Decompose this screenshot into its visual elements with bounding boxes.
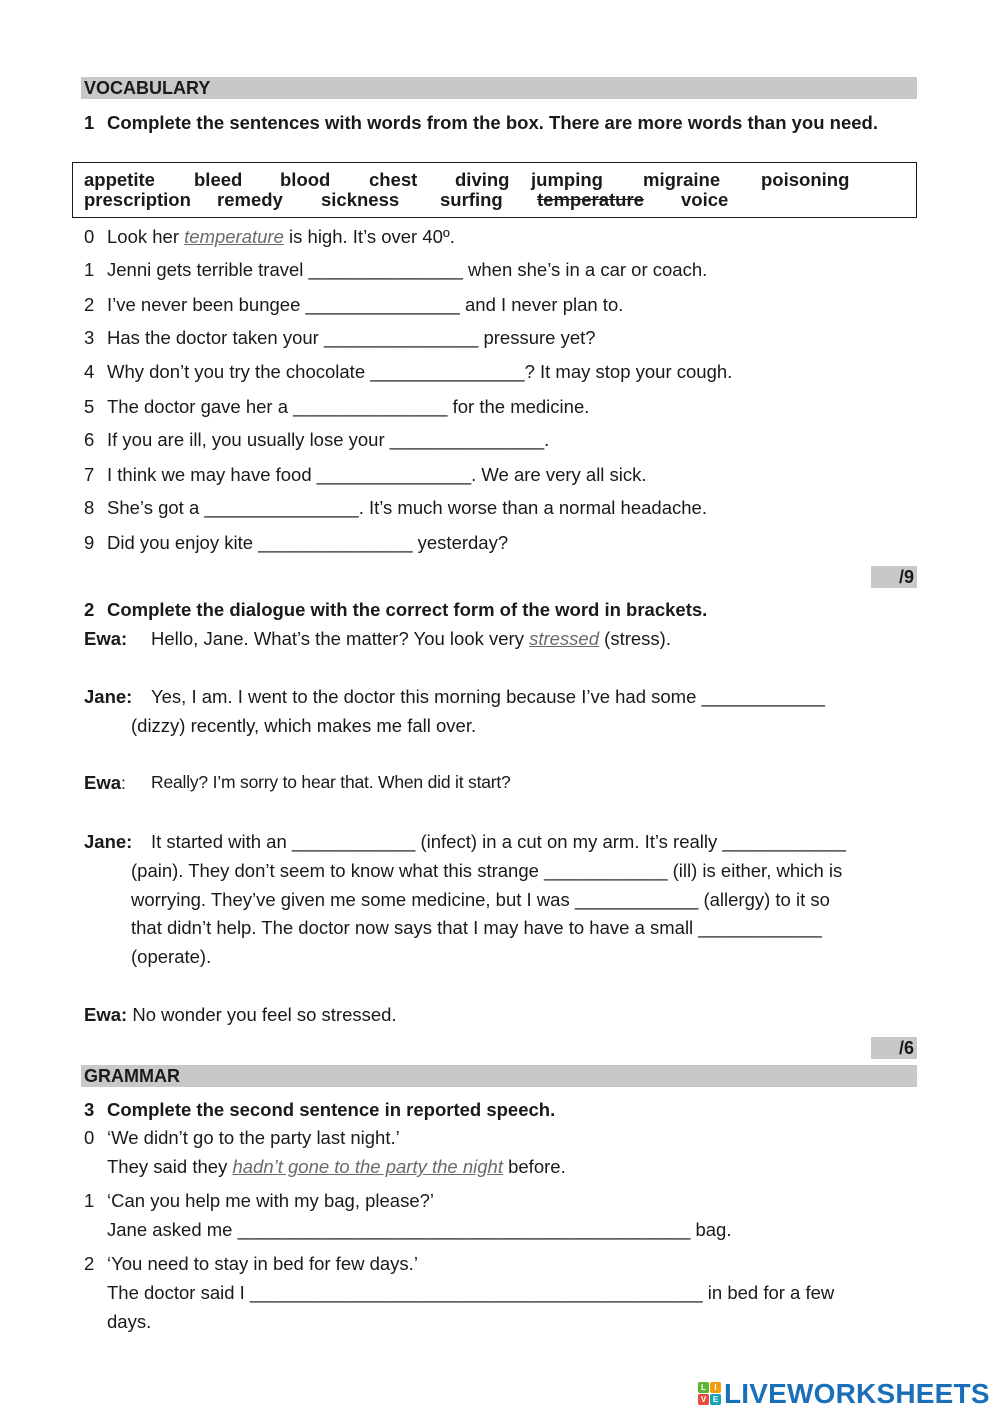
grammar-header-bar [81,1065,917,1087]
exercise-number: 1 [84,112,95,133]
dialogue-line-jane-2-cont[interactable]: that didn’t help. The doctor now says that I may have to have a small ____________ [131,917,822,938]
word-box-word: blood [280,169,331,190]
sentence-4[interactable] [84,361,732,383]
word-box-word: migraine [643,169,721,190]
item-number: 2 [84,1253,95,1274]
speaker-name: Ewa: [84,628,128,649]
sentence-number: 4 [84,361,95,382]
speaker-name: Jane: [84,686,133,707]
sentence-number: 3 [84,327,95,348]
sentence-text: is high. It’s over 40º. [283,226,455,247]
dialogue-text-part: Hello, Jane. What’s the matter? You look very [151,628,530,649]
sentence-number: 5 [84,396,95,417]
example-answer: hadn’t gone to the party the night [232,1156,503,1177]
word-box-word: remedy [217,189,283,210]
sentence-6[interactable] [84,429,549,451]
reported-item-1-answer[interactable]: Jane asked me ____________________________________________ bag. [107,1219,732,1240]
dialogue-line-jane-1-cont: (dizzy) recently, which makes me fall over. [131,715,477,736]
sentence-text: She’s got a _______________. It’s much worse than a normal headache. [107,497,707,518]
example-answer: temperature [184,226,284,247]
word-box-word: voice [681,189,729,210]
sentence-text: Look her [107,226,185,247]
logo-letter: E [710,1394,721,1405]
sentence-number: 8 [84,497,95,518]
word-box-word: prescription [84,189,191,210]
sentence-5[interactable] [84,396,589,418]
word-box-word: chest [369,169,418,190]
dialogue-line-ewa-1 [84,624,127,653]
reported-text: They said they [107,1156,233,1177]
logo-letter: L [698,1382,709,1393]
sentence-number: 1 [84,259,95,280]
reported-item-0-answer [107,1156,566,1178]
sentence-text: I think we may have food _______________. We are very all sick. [107,464,647,485]
word-box-word: jumping [531,169,603,190]
sentence-number: 6 [84,429,95,450]
dialogue-line-ewa-3 [84,1000,397,1029]
dialogue-text [151,624,671,653]
reported-item-0-quote [84,1127,400,1149]
reported-text: before. [502,1156,566,1177]
reported-item-2-quote [84,1253,418,1275]
grammar-header: GRAMMAR [84,1066,180,1086]
logo-text: LIVEWORKSHEETS [724,1378,990,1409]
exercise-1-score: /9 [871,566,917,588]
sentence-text: If you are ill, you usually lose your _______________. [107,429,550,450]
dialogue-text: No wonder you feel so stressed. [127,1004,397,1025]
example-answer: stressed [529,628,600,649]
dialogue-text: Really? I’m sorry to hear that. When did it start? [151,772,511,792]
dialogue-line-jane-2-cont[interactable]: worrying. They’ve given me some medicine, but I was ____________ (allergy) to it so [131,889,830,910]
sentence-3[interactable] [84,327,596,349]
dialogue-line-ewa-2 [84,768,126,798]
speaker-name: Ewa: [84,1004,128,1025]
dialogue-line-jane-2[interactable]: It started with an ____________ (infect) in a cut on my arm. It’s really ____________ [151,831,846,852]
sentence-number: 7 [84,464,95,485]
word-box-word: appetite [84,169,155,190]
logo-mark-icon [698,1382,722,1406]
dialogue-line-jane-1[interactable]: Yes, I am. I went to the doctor this morning because I’ve had some ____________ [151,686,825,707]
word-box-word: diving [455,169,510,190]
sentence-text: I’ve never been bungee _______________ and I never plan to. [107,294,624,315]
reported-item-1-quote [84,1190,434,1212]
sentence-text: Did you enjoy kite _______________ yesterday? [107,532,509,553]
logo-letter: V [698,1394,709,1405]
item-number: 0 [84,1127,95,1148]
sentence-2[interactable] [84,294,623,316]
exercise-number: 3 [84,1099,95,1120]
dialogue-line-jane-2-cont: (operate). [131,946,212,967]
instruction-text: Complete the dialogue with the correct form of the word in brackets. [107,599,708,620]
quote-text: ‘You need to stay in bed for few days.’ [107,1253,418,1274]
sentence-9[interactable] [84,532,508,554]
word-box-word-used: temperature [537,189,644,210]
sentence-1[interactable] [84,259,707,281]
quote-text: ‘Can you help me with my bag, please?’ [107,1190,435,1211]
word-box-word: poisoning [761,169,850,190]
sentence-0 [84,226,455,248]
sentence-7[interactable] [84,464,647,486]
speaker-name: Ewa [84,772,122,793]
dialogue-text-part: (stress). [599,628,671,649]
reported-item-2-answer[interactable]: The doctor said I ____________________________________________ in bed for a few [107,1282,835,1303]
logo-letter: I [710,1382,721,1393]
sentence-text: Has the doctor taken your _______________ pressure yet? [107,327,596,348]
exercise-2-score: /6 [871,1037,917,1059]
quote-text: ‘We didn’t go to the party last night.’ [107,1127,400,1148]
item-number: 1 [84,1190,95,1211]
sentence-text: Why don’t you try the chocolate _______________? It may stop your cough. [107,361,733,382]
instruction-text: Complete the sentences with words from the box. There are more words than you need. [107,112,878,133]
vocabulary-header: VOCABULARY [84,78,211,98]
word-box-word: sickness [321,189,400,210]
sentence-number: 0 [84,226,95,247]
instruction-text: Complete the second sentence in reported speech. [107,1099,556,1120]
sentence-number: 2 [84,294,95,315]
sentence-8[interactable] [84,497,707,519]
sentence-number: 9 [84,532,95,553]
word-box-word: bleed [194,169,243,190]
speaker-colon: : [121,773,126,793]
sentence-text: Jenni gets terrible travel _______________ when she’s in a car or coach. [107,259,708,280]
speaker-name: Jane: [84,831,133,852]
reported-item-2-answer-cont: days. [107,1311,152,1332]
word-box-word: surfing [440,189,503,210]
exercise-number: 2 [84,599,95,620]
dialogue-line-jane-2-cont[interactable]: (pain). They don’t seem to know what this strange ____________ (ill) is either, which is [131,860,843,881]
sentence-text: The doctor gave her a _______________ for the medicine. [107,396,590,417]
